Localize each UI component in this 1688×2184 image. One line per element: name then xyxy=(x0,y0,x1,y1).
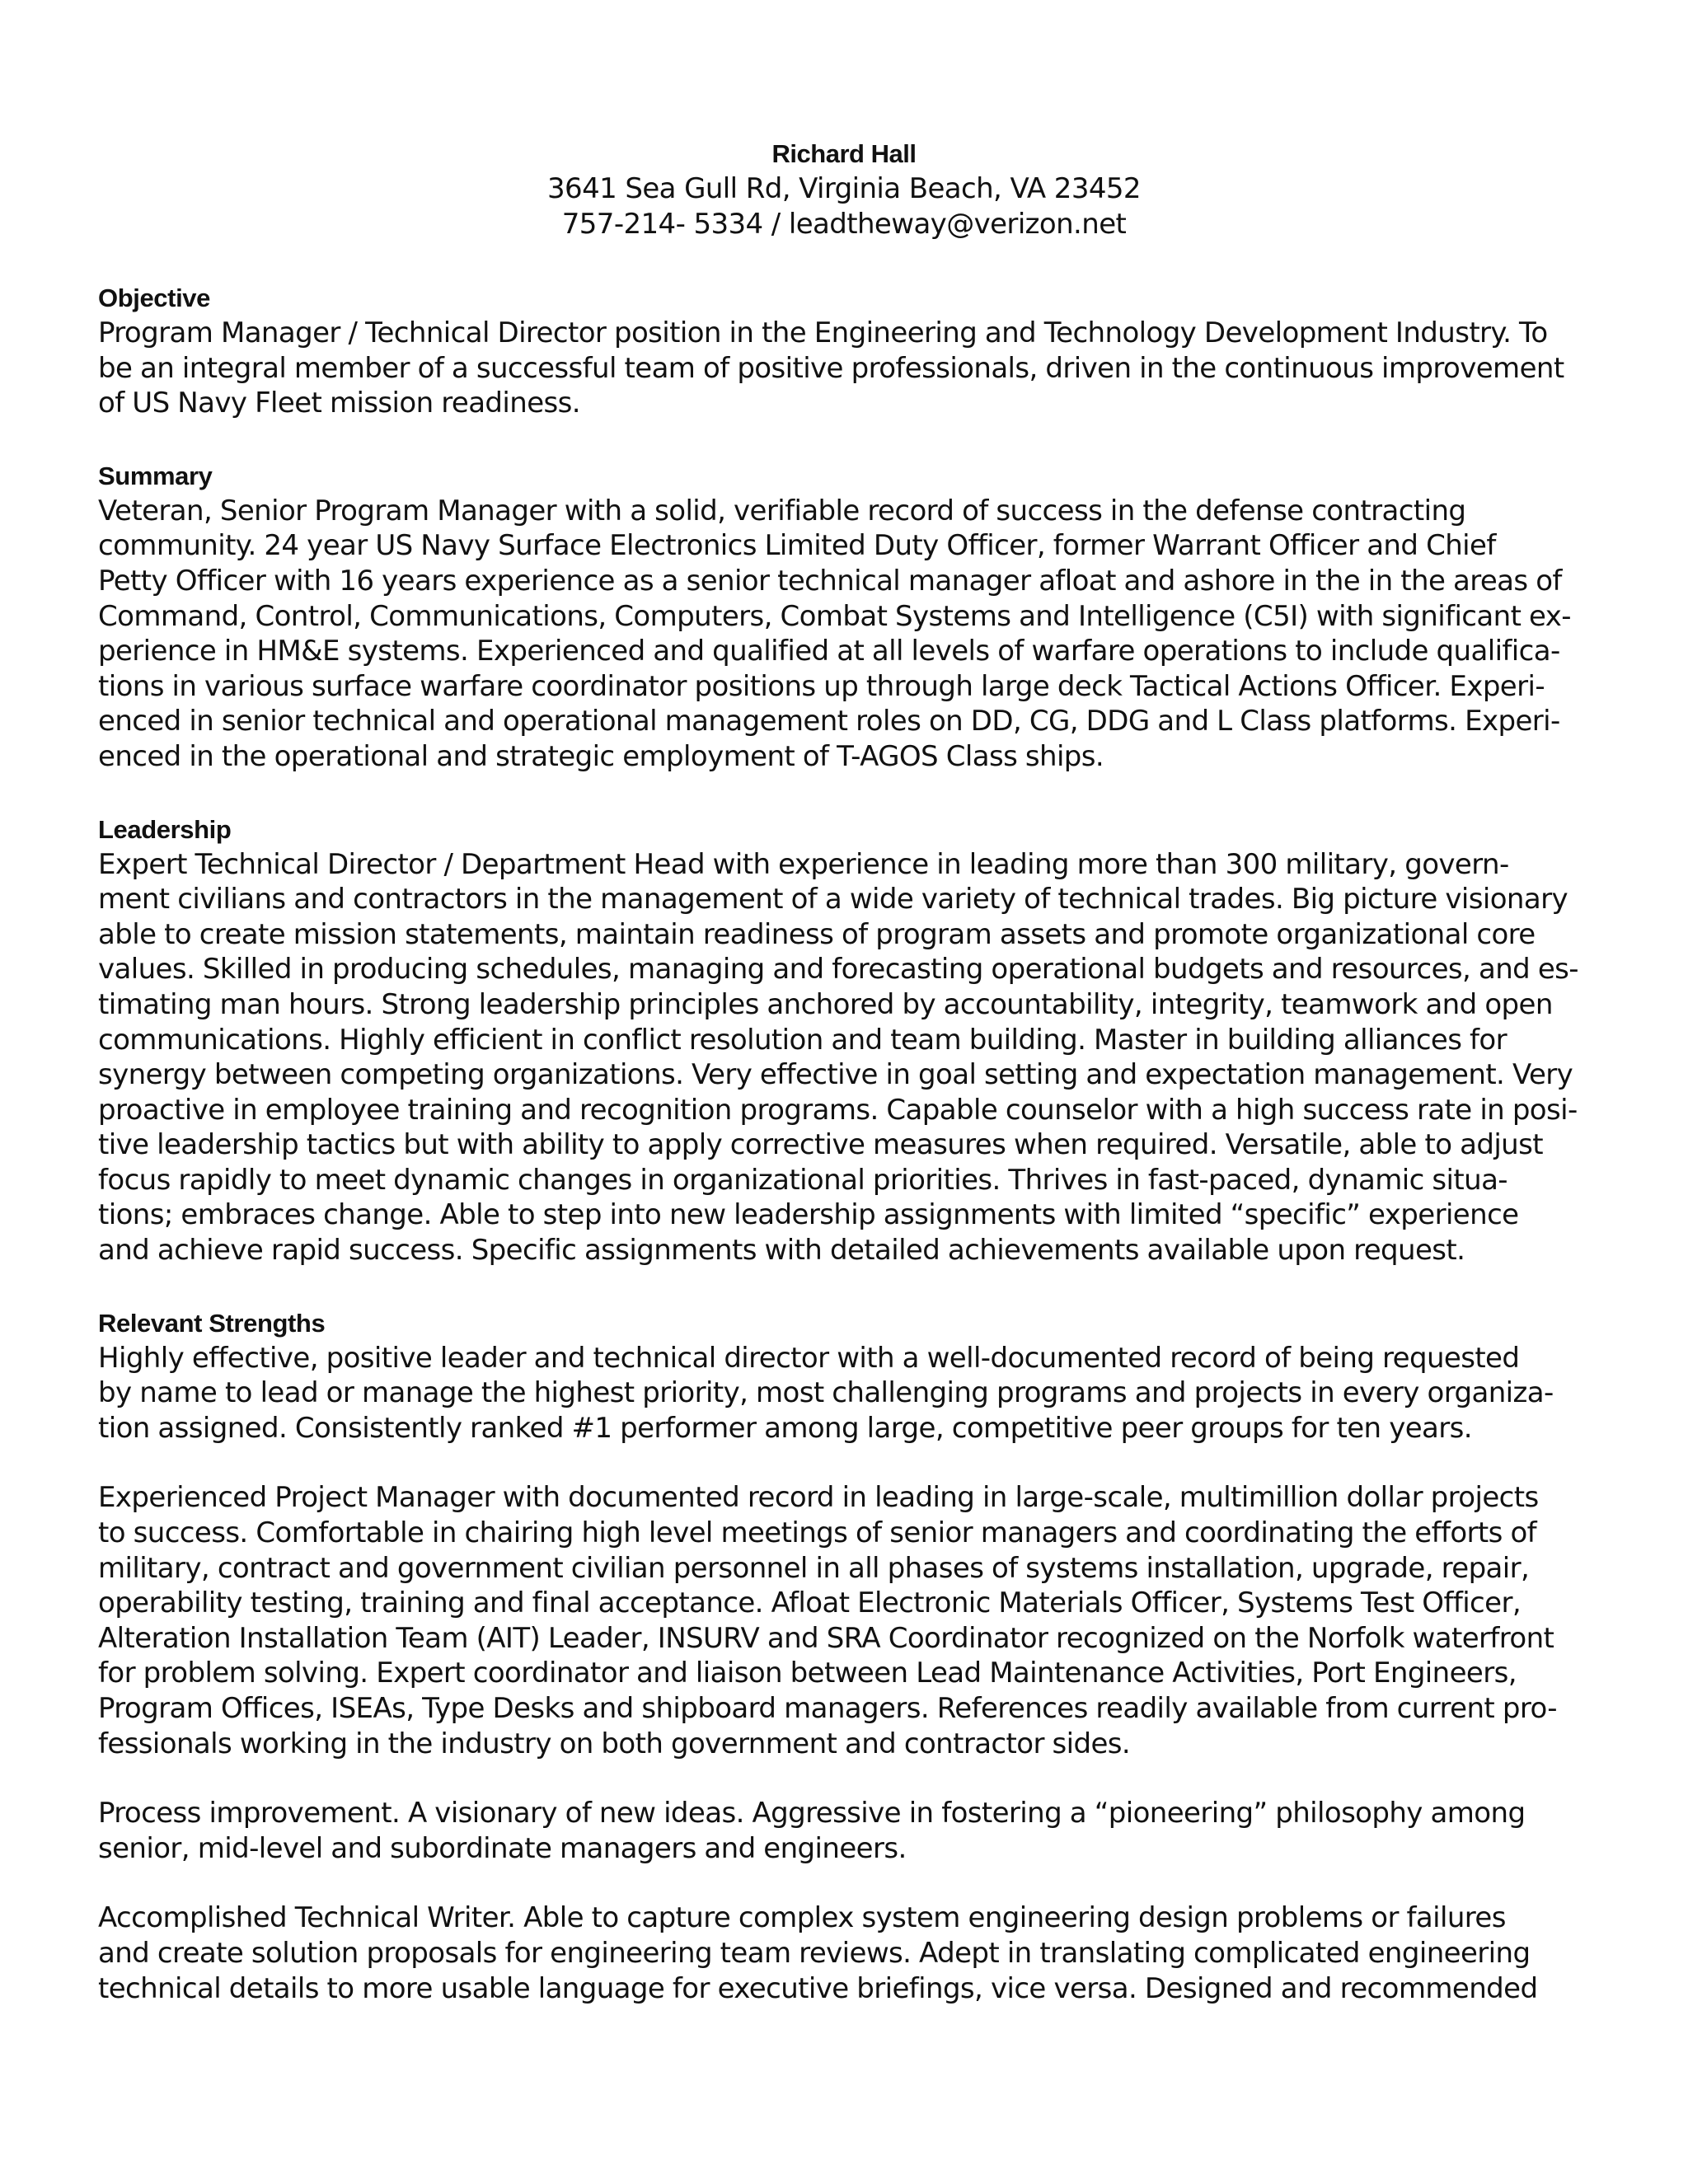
strengths-line: and create solution proposals for engineering team reviews. Adept in translating complicated engineering xyxy=(98,1936,1531,1970)
leadership-section xyxy=(98,812,1582,1268)
strengths-paragraph xyxy=(98,1341,1582,1446)
strengths-line: senior, mid-level and subordinate managers and engineers. xyxy=(98,1831,907,1865)
leadership-line: synergy between competing organizations. Very effective in goal setting and expectation management. Very xyxy=(98,1058,1573,1092)
summary-line: Petty Officer with 16 years experience as a senior technical manager afloat and ashore in the in the areas of xyxy=(98,564,1562,598)
summary-line: enced in the operational and strategic employment of T-AGOS Class ships. xyxy=(98,739,1104,773)
leadership-line: Expert Technical Director / Department Head with experience in leading more than 300 military, govern- xyxy=(98,847,1509,881)
strengths-line: operability testing, training and final acceptance. Afloat Electronic Materials Officer, Systems Test Officer, xyxy=(98,1586,1522,1620)
strengths-line: Program Offices, ISEAs, Type Desks and shipboard managers. References readily available from current pro- xyxy=(98,1692,1557,1725)
strengths-line: for problem solving. Expert coordinator and liaison between Lead Maintenance Activities, Port Engineers, xyxy=(98,1657,1517,1690)
leadership-line: tions; embraces change. Able to step into new leadership assignments with limited “specific” experience xyxy=(98,1198,1519,1232)
objective-section xyxy=(98,280,1582,421)
strengths-line: tion assigned. Consistently ranked #1 performer among large, competitive peer groups for ten years. xyxy=(98,1411,1472,1445)
strengths-line: by name to lead or manage the highest priority, most challenging programs and projects in every organiza- xyxy=(98,1376,1554,1410)
summary-heading: Summary xyxy=(98,461,213,490)
objective-heading: Objective xyxy=(98,284,210,312)
strengths-line: fessionals working in the industry on both government and contractor sides. xyxy=(98,1727,1131,1760)
summary-line: Command, Control, Communications, Computers, Combat Systems and Intelligence (C5I) with significant ex- xyxy=(98,599,1571,633)
candidate-name: Richard Hall xyxy=(771,139,917,168)
summary-line: enced in senior technical and operational management roles on DD, CG, DDG and L Class platforms. Experi- xyxy=(98,705,1560,738)
summary-line: community. 24 year US Navy Surface Electronics Limited Duty Officer, former Warrant Officer and Chief xyxy=(98,529,1496,563)
strengths-paragraph xyxy=(98,1480,1582,1761)
leadership-line: able to create mission statements, maintain readiness of program assets and promote organizational core xyxy=(98,917,1536,951)
leadership-line: tive leadership tactics but with ability to apply corrective measures when required. Versatile, able to adjust xyxy=(98,1128,1543,1162)
summary-section xyxy=(98,458,1582,775)
strengths-line: Highly effective, positive leader and technical director with a well-documented record of being requested xyxy=(98,1341,1520,1375)
leadership-text xyxy=(98,847,1582,1268)
leadership-line: proactive in employee training and recognition programs. Capable counselor with a high success rate in posi- xyxy=(98,1093,1578,1127)
strengths-line: military, contract and government civilian personnel in all phases of systems installation, upgrade, repair, xyxy=(98,1551,1530,1585)
summary-text xyxy=(98,494,1582,775)
summary-line: perience in HM&E systems. Experienced and qualified at all levels of warfare operations to include qualifica- xyxy=(98,635,1560,668)
leadership-heading: Leadership xyxy=(98,814,232,844)
leadership-line: ment civilians and contractors in the management of a wide variety of technical trades. Big picture visionary xyxy=(98,883,1568,916)
candidate-phone-email: 757-214- 5334 / leadtheway@verizon.net xyxy=(561,208,1127,241)
strengths-line: Alteration Installation Team (AIT) Leader, INSURV and SRA Coordinator recognized on the Norfolk waterfront xyxy=(98,1621,1554,1655)
strengths-paragraph xyxy=(98,1900,1582,2006)
strengths-heading: Relevant Strengths xyxy=(98,1308,326,1338)
summary-line: tions in various surface warfare coordinator positions up through large deck Tactical Actions Officer. Experi- xyxy=(98,669,1545,703)
leadership-line: timating man hours. Strong leadership principles anchored by accountability, integrity, teamwork and open xyxy=(98,987,1553,1021)
strengths-section xyxy=(98,1305,1582,2007)
strengths-line: Experienced Project Manager with documented record in leading in large-scale, multimillion dollar projects xyxy=(98,1481,1539,1515)
objective-line: Program Manager / Technical Director position in the Engineering and Technology Development Industry. To xyxy=(98,316,1548,349)
objective-line: be an integral member of a successful team of positive professionals, driven in the continuous improvement xyxy=(98,351,1564,385)
strengths-line: Accomplished Technical Writer. Able to capture complex system engineering design problems or failures xyxy=(98,1901,1506,1935)
leadership-line: focus rapidly to meet dynamic changes in organizational priorities. Thrives in fast-paced, dynamic situa- xyxy=(98,1163,1507,1197)
objective-line: of US Navy Fleet mission readiness. xyxy=(98,387,580,420)
resume-body xyxy=(98,280,1582,2006)
leadership-line: communications. Highly efficient in conflict resolution and team building. Master in building alliances for xyxy=(98,1023,1507,1057)
summary-line: Veteran, Senior Program Manager with a solid, verifiable record of success in the defense contracting xyxy=(98,494,1466,527)
leadership-line: values. Skilled in producing schedules, managing and forecasting operational budgets and resources, and es- xyxy=(98,953,1578,987)
leadership-line: and achieve rapid success. Specific assignments with detailed achievements available upon request. xyxy=(98,1234,1465,1268)
strengths-line: technical details to more usable language for executive briefings, vice versa. Designed and recommended xyxy=(98,1971,1538,2005)
strengths-line: Process improvement. A visionary of new ideas. Aggressive in fostering a “pioneering” philosophy among xyxy=(98,1797,1526,1830)
resume-header xyxy=(0,137,1688,242)
candidate-address: 3641 Sea Gull Rd, Virginia Beach, VA 23452 xyxy=(547,172,1141,205)
strengths-paragraph xyxy=(98,1796,1582,1866)
objective-text xyxy=(98,316,1582,421)
strengths-line: to success. Comfortable in chairing high level meetings of senior managers and coordinating the efforts of xyxy=(98,1516,1537,1550)
